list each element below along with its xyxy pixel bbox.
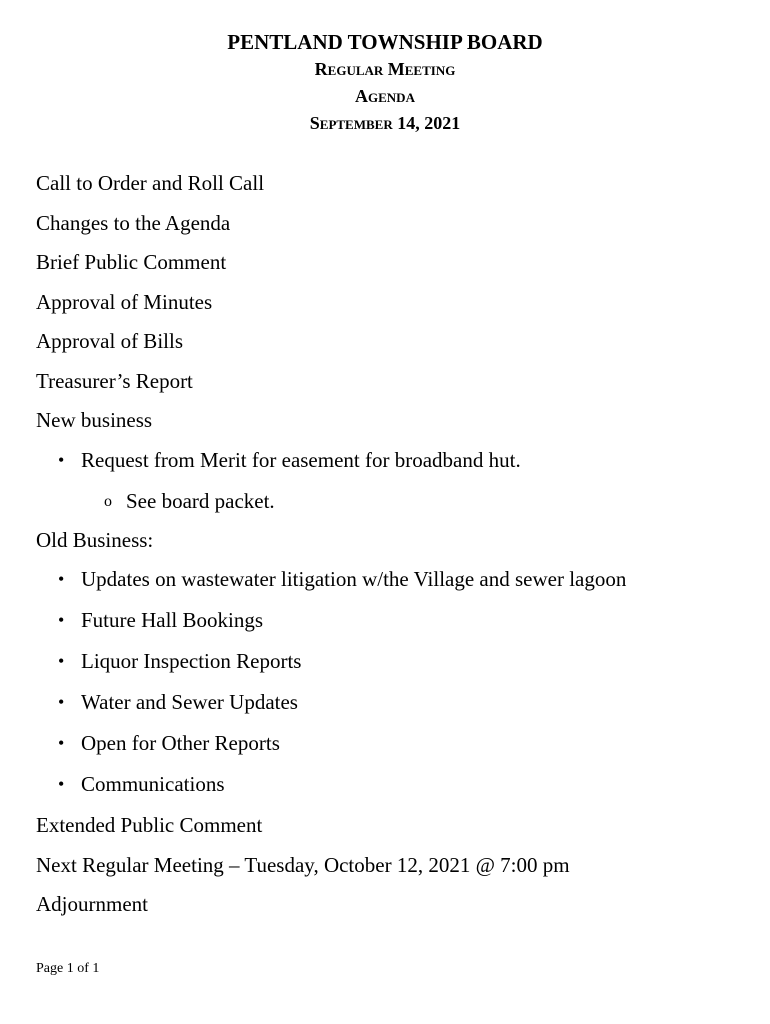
agenda-item-bills: Approval of Bills bbox=[36, 329, 183, 353]
old-business-item-text: Future Hall Bookings bbox=[81, 608, 263, 632]
agenda-item-adjournment: Adjournment bbox=[36, 892, 148, 916]
old-business-heading: Old Business: bbox=[36, 527, 154, 552]
old-business-item-text: Water and Sewer Updates bbox=[81, 690, 298, 714]
document-header bbox=[0, 28, 770, 137]
agenda-item-treasurer: Treasurer’s Report bbox=[36, 368, 193, 393]
list-item bbox=[36, 686, 756, 727]
old-business-item-text: Updates on wastewater litigation w/the Village and sewer lagoon bbox=[81, 567, 627, 591]
bullet-icon: • bbox=[58, 774, 65, 794]
list-item bbox=[36, 604, 756, 645]
meeting-date: September 14, 2021 bbox=[309, 113, 461, 133]
circle-bullet-icon: o bbox=[104, 492, 112, 510]
agenda-item-extended-comment: Extended Public Comment bbox=[36, 813, 263, 837]
new-business-item-text: Request from Merit for easement for broadband hut. bbox=[81, 447, 521, 472]
agenda-item-call-to-order: Call to Order and Roll Call bbox=[36, 171, 265, 195]
agenda-body bbox=[36, 167, 756, 928]
agenda-item-next-meeting: Next Regular Meeting – Tuesday, October 12, 2021 @ 7:00 pm bbox=[36, 852, 570, 877]
list-item bbox=[36, 727, 756, 768]
old-business-item-text: Communications bbox=[81, 772, 225, 796]
bullet-icon: • bbox=[58, 569, 65, 589]
list-item bbox=[36, 645, 756, 686]
document-type: Agenda bbox=[355, 86, 415, 106]
bullet-icon: • bbox=[58, 733, 65, 753]
bullet-icon: • bbox=[58, 651, 65, 671]
document-title: PENTLAND TOWNSHIP BOARD bbox=[227, 30, 543, 54]
new-business-subitem-text: See board packet. bbox=[126, 488, 275, 513]
list-item bbox=[36, 444, 756, 485]
meeting-type: Regular Meeting bbox=[314, 59, 456, 79]
bullet-icon: • bbox=[58, 692, 65, 712]
bullet-icon: • bbox=[58, 610, 65, 630]
agenda-item-minutes: Approval of Minutes bbox=[36, 289, 213, 314]
old-business-item-text: Open for Other Reports bbox=[81, 731, 280, 755]
bullet-icon: • bbox=[58, 449, 65, 470]
list-subitem bbox=[36, 485, 756, 524]
page-number: Page 1 of 1 bbox=[36, 961, 100, 976]
new-business-heading: New business bbox=[36, 408, 153, 432]
list-item bbox=[36, 563, 756, 604]
list-item bbox=[36, 768, 756, 809]
old-business-item-text: Liquor Inspection Reports bbox=[81, 649, 302, 673]
agenda-item-changes: Changes to the Agenda bbox=[36, 210, 231, 235]
agenda-item-brief-comment: Brief Public Comment bbox=[36, 250, 227, 274]
